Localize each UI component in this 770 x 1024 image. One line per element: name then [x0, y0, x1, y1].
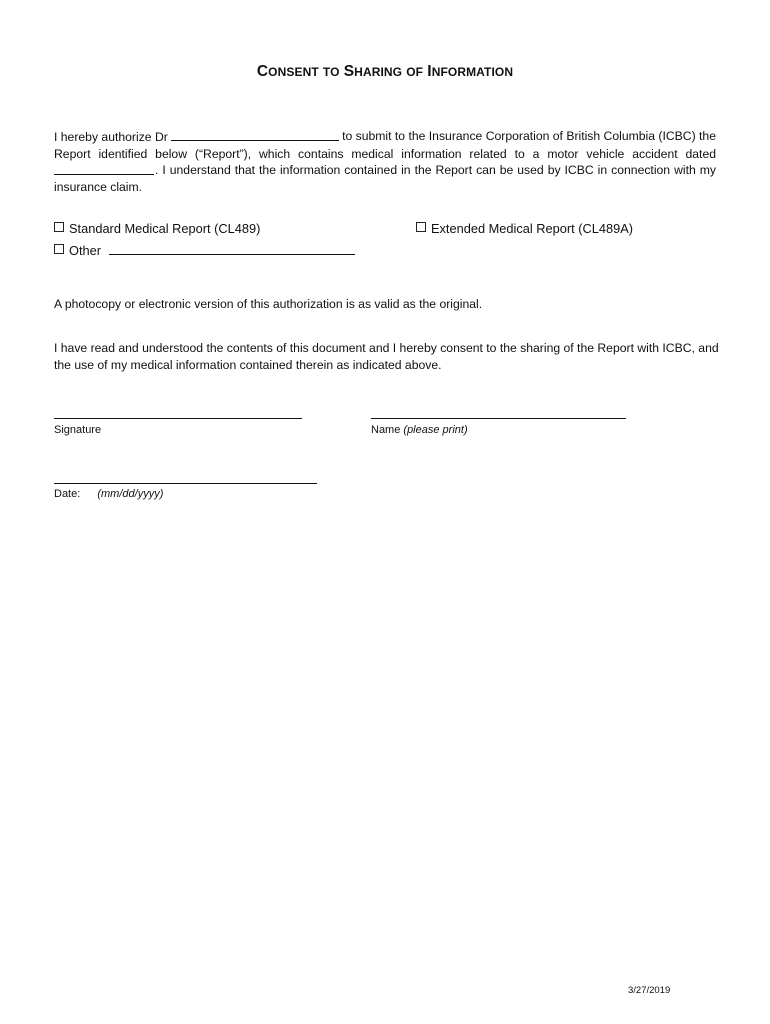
- authorization-intro: I hereby authorize Dr: [54, 130, 168, 144]
- option-other[interactable]: [54, 242, 355, 260]
- extended-report-checkbox[interactable]: [416, 222, 426, 232]
- standard-report-checkbox[interactable]: [54, 222, 64, 232]
- title-rest-3: HARING: [354, 65, 403, 79]
- footer-date: 3/27/2019: [628, 985, 671, 996]
- date-hint: (mm/dd/yyyy): [97, 488, 164, 500]
- signature-label: Signature: [54, 424, 102, 436]
- document-title: [0, 63, 770, 81]
- authorization-line-1-end: to submit to the Insurance Corporation of British Columbia (ICBC) the: [342, 129, 716, 143]
- title-rest-5: NFORMATION: [431, 65, 514, 79]
- title-cap-3: S: [343, 63, 355, 80]
- authorization-line-1: [54, 128, 716, 146]
- other-checkbox[interactable]: [54, 244, 64, 254]
- accident-date-field[interactable]: [54, 162, 154, 175]
- option-standard-report[interactable]: [54, 220, 260, 238]
- consent-line-2: the use of my medical information contained therein as indicated above.: [54, 357, 442, 372]
- signature-line[interactable]: [54, 418, 302, 419]
- title-word-4: OF: [406, 65, 424, 79]
- authorization-line-3: [54, 162, 716, 179]
- date-label: Date:: [54, 488, 81, 500]
- authorization-line-2-text: Report identified below (“Report”), which contains medical information related to a motor vehicle accident dated: [54, 146, 716, 161]
- authorization-line-3-text: . I understand that the information contained in the Report can be used by ICBC in connection with my: [155, 163, 716, 178]
- title-word-2: TO: [322, 65, 340, 79]
- authorization-line-2: [54, 146, 716, 163]
- title-cap-5: I: [427, 63, 432, 80]
- authorization-paragraph: [54, 128, 716, 195]
- date-line[interactable]: [54, 483, 317, 484]
- title-cap-1: C: [256, 63, 269, 80]
- other-specify-field[interactable]: [109, 242, 355, 255]
- standard-report-label: Standard Medical Report (CL489): [69, 221, 261, 236]
- name-label-group: [371, 424, 468, 436]
- photocopy-statement: A photocopy or electronic version of this authorization is as valid as the original.: [54, 297, 483, 311]
- consent-statement: [54, 340, 719, 373]
- doctor-name-field[interactable]: [171, 128, 339, 141]
- extended-report-label: Extended Medical Report (CL489A): [431, 221, 634, 236]
- name-label: Name: [371, 424, 401, 436]
- authorization-line-4: insurance claim.: [54, 179, 143, 194]
- name-hint: (please print): [403, 424, 468, 436]
- title-rest-1: ONSENT: [268, 65, 319, 79]
- other-label: Other: [69, 243, 102, 258]
- option-extended-report[interactable]: [416, 220, 633, 238]
- name-line[interactable]: [371, 418, 626, 419]
- date-label-group: [54, 488, 163, 500]
- consent-line-1: I have read and understood the contents of this document and I hereby consent to the sharing of the Report with ICBC, and: [54, 341, 719, 355]
